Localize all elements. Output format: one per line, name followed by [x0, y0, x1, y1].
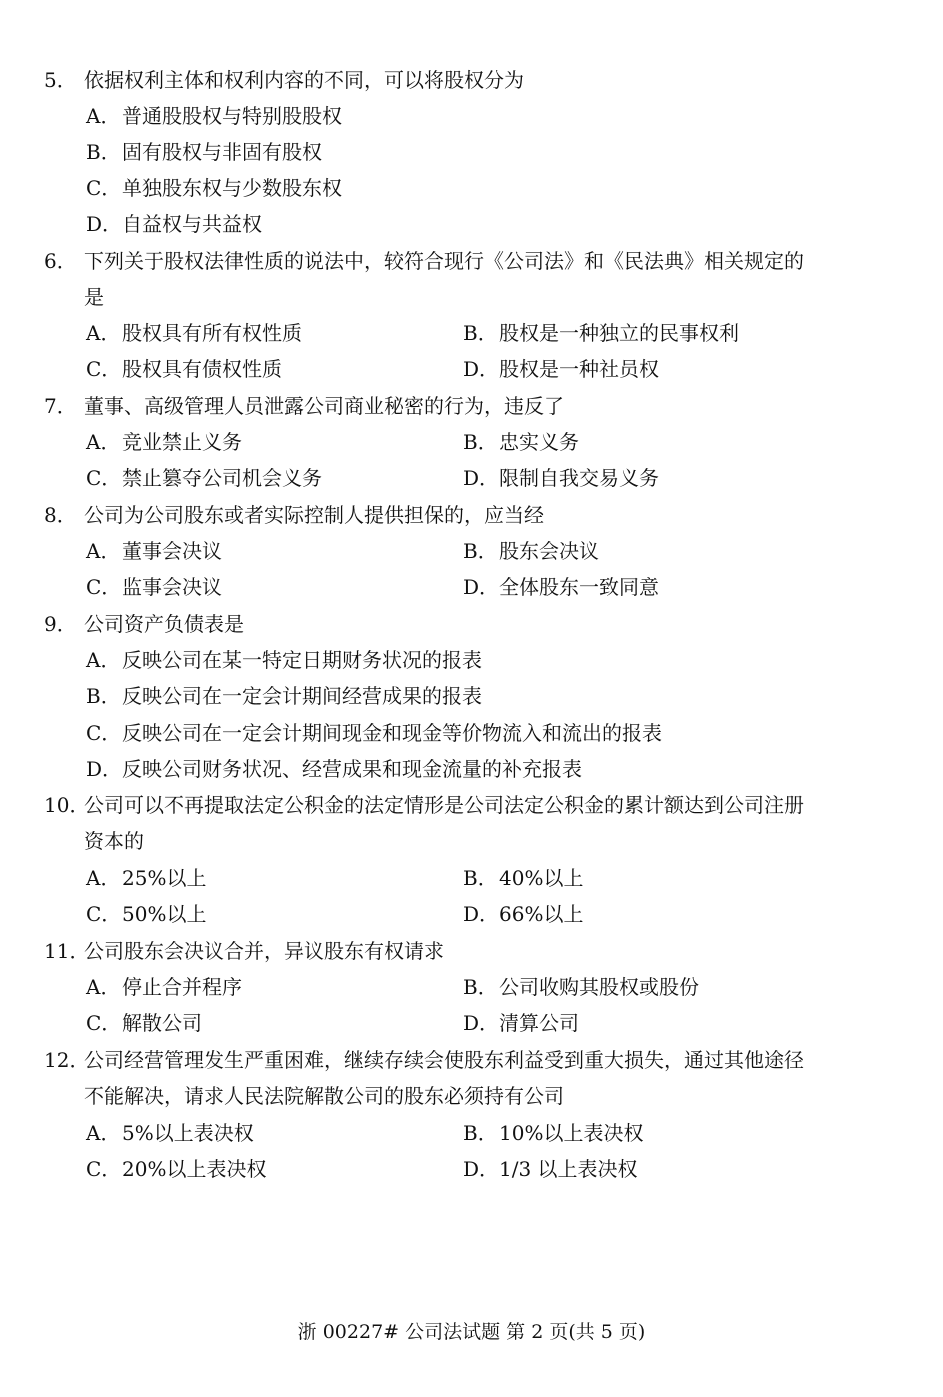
option-letter: C．	[86, 1157, 122, 1181]
option-letter: C．	[86, 721, 122, 745]
option-a	[86, 864, 206, 892]
option-letter: A．	[86, 430, 121, 454]
question-number: 9．	[44, 612, 77, 636]
option-letter: A．	[86, 975, 121, 999]
option-text: 自益权与共益权	[122, 212, 262, 236]
option-text: 66%以上	[499, 902, 584, 926]
question-number: 10．	[44, 793, 90, 817]
option-a	[86, 428, 242, 456]
question-stem: 董事、高级管理人员泄露公司商业秘密的行为，违反了	[84, 394, 564, 418]
option-text: 20%以上表决权	[122, 1157, 267, 1181]
option-text: 公司收购其股权或股份	[499, 975, 699, 999]
option-a	[86, 319, 302, 347]
question-stem: 依据权利主体和权利内容的不同，可以将股权分为	[84, 68, 524, 92]
option-c	[86, 573, 222, 601]
option-text: 反映公司财务状况、经营成果和现金流量的补充报表	[122, 757, 582, 781]
option-letter: D．	[463, 902, 500, 926]
option-text: 反映公司在一定会计期间经营成果的报表	[122, 684, 482, 708]
option-d	[463, 573, 659, 601]
question-number: 7．	[44, 394, 77, 418]
option-letter: D．	[86, 212, 123, 236]
option-letter: D．	[463, 357, 500, 381]
option-text: 5%以上表决权	[122, 1121, 254, 1145]
option-text: 监事会决议	[122, 575, 222, 599]
option-a	[86, 537, 222, 565]
option-letter: A．	[86, 648, 121, 672]
option-letter: B．	[86, 684, 121, 708]
question-stem: 公司资产负债表是	[84, 612, 244, 636]
option-b	[463, 537, 599, 565]
option-letter: C．	[86, 1011, 122, 1035]
option-c	[86, 1155, 266, 1183]
option-text: 解散公司	[122, 1011, 202, 1035]
option-d	[463, 355, 659, 383]
option-d	[463, 1155, 638, 1183]
option-text: 停止合并程序	[122, 975, 242, 999]
option-d	[86, 755, 582, 783]
option-letter: B．	[463, 430, 498, 454]
option-letter: C．	[86, 902, 122, 926]
option-letter: C．	[86, 466, 122, 490]
option-text: 固有股权与非固有股权	[122, 140, 322, 164]
option-letter: A．	[86, 539, 121, 563]
option-letter: B．	[463, 975, 498, 999]
option-letter: C．	[86, 575, 122, 599]
question-number: 11．	[44, 939, 90, 963]
option-letter: D．	[86, 757, 123, 781]
option-b	[463, 428, 579, 456]
option-b	[463, 319, 739, 347]
question-stem-cont: 资本的	[84, 829, 144, 853]
option-c	[86, 355, 282, 383]
option-c	[86, 1009, 202, 1037]
option-d	[463, 900, 583, 928]
option-d	[86, 210, 262, 238]
option-c	[86, 464, 322, 492]
question-stem-cont: 不能解决，请求人民法院解散公司的股东必须持有公司	[84, 1084, 564, 1108]
question-stem-cont: 是	[84, 285, 104, 309]
option-text: 限制自我交易义务	[499, 466, 659, 490]
option-text: 股权是一种社员权	[499, 357, 659, 381]
option-letter: D．	[463, 1157, 500, 1181]
option-letter: B．	[463, 321, 498, 345]
option-text: 股权具有债权性质	[122, 357, 282, 381]
option-a	[86, 102, 342, 130]
option-letter: A．	[86, 866, 121, 890]
option-letter: B．	[463, 539, 498, 563]
option-text: 反映公司在一定会计期间现金和现金等价物流入和流出的报表	[122, 721, 662, 745]
option-b	[463, 973, 699, 1001]
option-a	[86, 1119, 254, 1147]
option-letter: A．	[86, 321, 121, 345]
option-text: 50%以上	[122, 902, 207, 926]
option-b	[86, 682, 482, 710]
option-letter: B．	[463, 1121, 498, 1145]
option-b	[86, 138, 322, 166]
option-text: 10%以上表决权	[499, 1121, 644, 1145]
option-letter: D．	[463, 1011, 500, 1035]
page-footer: 浙 00227# 公司法试题 第 2 页(共 5 页)	[297, 1321, 646, 1343]
option-letter: B．	[86, 140, 121, 164]
option-text: 普通股股权与特别股股权	[122, 104, 342, 128]
option-letter: A．	[86, 1121, 121, 1145]
option-text: 反映公司在某一特定日期财务状况的报表	[122, 648, 482, 672]
option-a	[86, 973, 242, 1001]
question-stem: 公司可以不再提取法定公积金的法定情形是公司法定公积金的累计额达到公司注册	[84, 793, 804, 817]
option-text: 股权是一种独立的民事权利	[499, 321, 739, 345]
option-text: 40%以上	[499, 866, 584, 890]
option-b	[463, 1119, 643, 1147]
option-text: 1/3 以上表决权	[499, 1157, 638, 1181]
option-c	[86, 719, 662, 747]
option-text: 全体股东一致同意	[499, 575, 659, 599]
question-stem: 公司股东会决议合并，异议股东有权请求	[84, 939, 444, 963]
option-d	[463, 464, 659, 492]
option-letter: C．	[86, 176, 122, 200]
option-c	[86, 900, 206, 928]
option-text: 单独股东权与少数股东权	[122, 176, 342, 200]
option-letter: D．	[463, 575, 500, 599]
question-stem: 下列关于股权法律性质的说法中，较符合现行《公司法》和《民法典》相关规定的	[84, 249, 804, 273]
option-letter: D．	[463, 466, 500, 490]
option-text: 董事会决议	[122, 539, 222, 563]
option-text: 股权具有所有权性质	[122, 321, 302, 345]
option-c	[86, 174, 342, 202]
option-d	[463, 1009, 579, 1037]
question-number: 6．	[44, 249, 77, 273]
option-letter: C．	[86, 357, 122, 381]
option-text: 25%以上	[122, 866, 207, 890]
question-number: 12．	[44, 1048, 90, 1072]
option-text: 禁止篡夺公司机会义务	[122, 466, 322, 490]
option-text: 竞业禁止义务	[122, 430, 242, 454]
question-number: 5．	[44, 68, 77, 92]
option-text: 股东会决议	[499, 539, 599, 563]
option-a	[86, 646, 482, 674]
option-text: 忠实义务	[499, 430, 579, 454]
question-stem: 公司经营管理发生严重困难，继续存续会使股东利益受到重大损失，通过其他途径	[84, 1048, 804, 1072]
option-letter: B．	[463, 866, 498, 890]
option-letter: A．	[86, 104, 121, 128]
option-b	[463, 864, 583, 892]
question-stem: 公司为公司股东或者实际控制人提供担保的，应当经	[84, 503, 544, 527]
option-text: 清算公司	[499, 1011, 579, 1035]
question-number: 8．	[44, 503, 77, 527]
